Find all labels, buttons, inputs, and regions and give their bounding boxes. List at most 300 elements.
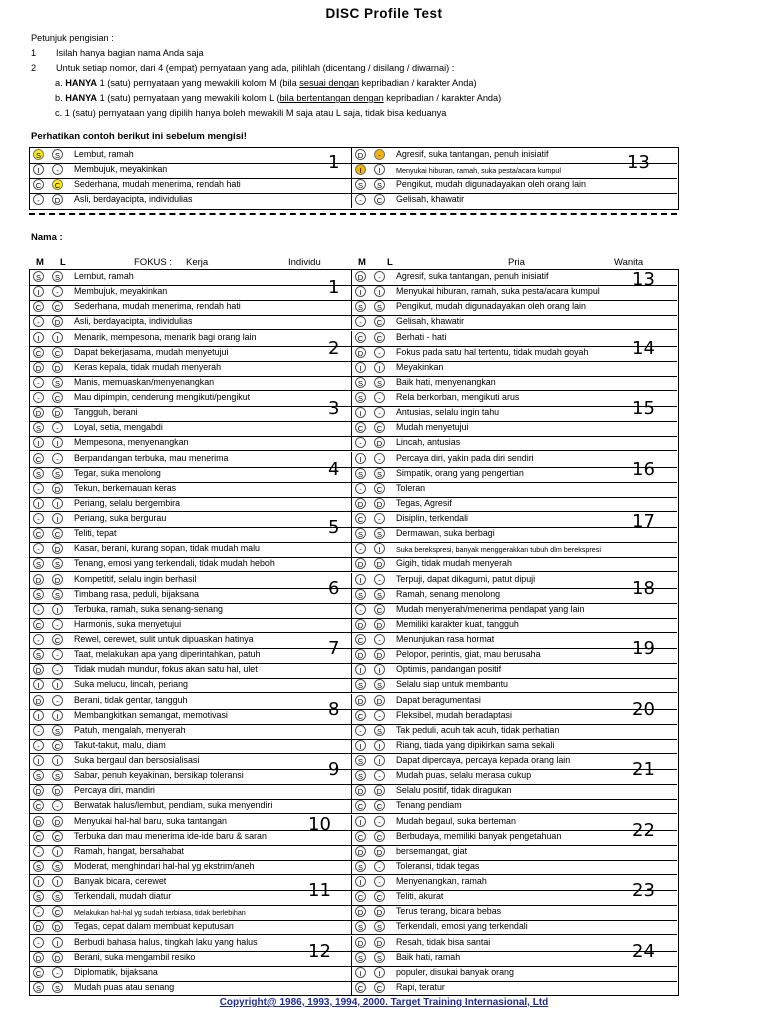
l-option[interactable]: S (52, 725, 63, 736)
statement-text: Takut-takut, malu, diam (74, 740, 166, 750)
m-option[interactable]: S (355, 952, 366, 963)
l-option[interactable]: - (374, 392, 385, 403)
m-option[interactable]: S (33, 770, 44, 781)
l-option[interactable]: S (374, 301, 385, 312)
statement-row (30, 346, 351, 362)
l-option[interactable]: C (52, 528, 63, 539)
l-option[interactable]: I (374, 362, 385, 373)
l-option[interactable]: D (52, 194, 63, 205)
l-option[interactable]: C (374, 982, 385, 993)
statement-text: Mudah puas atau senang (74, 982, 175, 992)
l-option[interactable]: I (374, 755, 385, 766)
l-option[interactable]: D (52, 816, 63, 827)
l-option[interactable]: C (374, 194, 385, 205)
m-option[interactable]: C (355, 982, 366, 993)
header-wanita: Wanita (614, 257, 644, 268)
m-option[interactable]: S (33, 891, 44, 902)
l-option[interactable]: - (374, 347, 385, 358)
l-option[interactable]: C (52, 831, 63, 842)
l-option[interactable]: D (52, 543, 63, 554)
header-m-right: M (358, 257, 366, 268)
statement-row (30, 467, 351, 483)
m-option[interactable]: S (355, 179, 366, 190)
question-block (352, 270, 677, 330)
l-option[interactable]: - (374, 453, 385, 464)
m-option[interactable]: S (33, 982, 44, 993)
l-option[interactable]: S (374, 589, 385, 600)
statement-text: Fleksibel, mudah beradaptasi (396, 710, 512, 720)
statement-row (352, 406, 677, 422)
statement-text: Manis, memuaskan/menyenangkan (74, 377, 215, 387)
m-option[interactable]: D (33, 921, 44, 932)
m-option[interactable]: I (355, 453, 366, 464)
m-option[interactable]: I (355, 967, 366, 978)
statement-row (352, 694, 677, 710)
m-option[interactable]: - (33, 392, 44, 403)
m-option[interactable]: S (33, 149, 44, 160)
m-option[interactable]: D (355, 695, 366, 706)
m-option[interactable]: S (355, 468, 366, 479)
statement-row (352, 542, 677, 558)
l-option[interactable]: C (374, 831, 385, 842)
sub-under: bila bertentangan dengan (279, 93, 384, 103)
statement-row (30, 406, 351, 422)
m-option[interactable]: D (33, 407, 44, 418)
m-option[interactable]: - (355, 725, 366, 736)
l-option[interactable]: - (374, 513, 385, 524)
m-option[interactable]: S (355, 377, 366, 388)
l-option[interactable]: C (52, 906, 63, 917)
statement-text: Tekun, berkemauan keras (74, 483, 177, 493)
m-option[interactable]: D (355, 619, 366, 630)
header-l-right: L (387, 257, 393, 268)
statement-text: Suka bergaul dan bersosialisasi (74, 755, 200, 765)
l-option[interactable]: D (374, 695, 385, 706)
m-option[interactable]: S (33, 649, 44, 660)
m-option[interactable]: S (355, 921, 366, 932)
instruction-sub-a (31, 76, 731, 91)
l-option[interactable]: S (52, 982, 63, 993)
statement-text: Dapat dipercaya, percaya kepada orang lain (396, 755, 571, 765)
l-option[interactable]: - (52, 967, 63, 978)
l-option[interactable]: D (52, 407, 63, 418)
l-option[interactable]: D (52, 952, 63, 963)
statement-text: Menyukai hal-hal baru, suka tantangan (74, 816, 227, 826)
m-option[interactable]: I (355, 664, 366, 675)
statement-text: Terkendali, mudah diatur (74, 891, 172, 901)
l-option[interactable]: I (374, 740, 385, 751)
statement-row (30, 830, 351, 846)
l-option[interactable]: C (52, 301, 63, 312)
l-option[interactable]: D (52, 921, 63, 932)
m-option[interactable]: I (33, 286, 44, 297)
statement-text: Mau dipimpin, cenderung mengikuti/pengikut (74, 392, 251, 402)
m-option[interactable]: D (355, 271, 366, 282)
l-option[interactable]: - (374, 710, 385, 721)
statement-row (352, 633, 677, 649)
l-option[interactable]: - (374, 271, 385, 282)
l-option[interactable]: C (52, 634, 63, 645)
l-option[interactable]: S (52, 558, 63, 569)
l-option[interactable]: D (374, 498, 385, 509)
statement-text: Kompetitif, selalu ingin berhasil (74, 574, 197, 584)
disc-table (29, 269, 679, 996)
sub-prefix: b. (55, 93, 66, 103)
statement-text: Agresif, suka tantangan, penuh inisiatif (396, 271, 549, 281)
m-option[interactable]: C (33, 619, 44, 630)
m-option[interactable]: S (355, 861, 366, 872)
statement-text: Taat, melakukan apa yang diperintahkan, patuh (74, 649, 261, 659)
m-option[interactable]: S (33, 558, 44, 569)
m-option[interactable]: D (355, 347, 366, 358)
m-option[interactable]: D (355, 846, 366, 857)
m-option[interactable]: S (33, 861, 44, 872)
l-option[interactable]: I (374, 164, 385, 175)
question-number: 21 (632, 759, 655, 780)
l-option[interactable]: - (52, 619, 63, 630)
l-option[interactable]: I (52, 846, 63, 857)
l-option[interactable]: D (52, 785, 63, 796)
l-option[interactable]: - (52, 164, 63, 175)
m-option[interactable]: S (33, 422, 44, 433)
l-option[interactable]: C (52, 179, 63, 190)
m-option[interactable]: I (33, 332, 44, 343)
statement-text: Berani, suka mengambil resiko (74, 952, 196, 962)
m-option[interactable]: - (33, 740, 44, 751)
l-option[interactable]: S (52, 149, 63, 160)
m-option[interactable]: I (33, 876, 44, 887)
statement-text: populer, disukai banyak orang (396, 967, 514, 977)
statement-text: Ramah, senang menolong (396, 589, 501, 599)
m-option[interactable]: S (355, 392, 366, 403)
statement-text: Keras kepala, tidak mudah menyerah (74, 362, 222, 372)
statement-text: Teliti, akurat (396, 891, 444, 901)
m-option[interactable]: D (355, 906, 366, 917)
question-block (352, 148, 677, 208)
statement-row (30, 497, 351, 512)
m-option[interactable]: D (355, 785, 366, 796)
question-number: 4 (328, 459, 340, 480)
l-option[interactable]: S (374, 528, 385, 539)
m-option[interactable]: - (355, 543, 366, 554)
m-option[interactable]: - (33, 634, 44, 645)
l-option[interactable]: - (374, 149, 385, 160)
m-option[interactable]: C (33, 301, 44, 312)
m-option[interactable]: I (355, 740, 366, 751)
statement-text: Loyal, setia, mengabdi (74, 422, 163, 432)
m-option[interactable]: I (355, 407, 366, 418)
l-option[interactable]: - (52, 649, 63, 660)
l-option[interactable]: S (52, 271, 63, 282)
l-option[interactable]: I (52, 332, 63, 343)
m-option[interactable]: D (355, 498, 366, 509)
m-option[interactable]: C (33, 528, 44, 539)
l-option[interactable]: S (52, 468, 63, 479)
instruction-sub-b (31, 91, 731, 106)
m-option[interactable]: S (33, 468, 44, 479)
m-option[interactable]: D (355, 558, 366, 569)
statement-text: Tenang pendiam (396, 800, 462, 810)
statement-text: Berani, tidak gentar, tangguh (74, 695, 188, 705)
l-option[interactable]: D (374, 785, 385, 796)
m-option[interactable]: C (355, 422, 366, 433)
m-option[interactable]: D (33, 952, 44, 963)
l-option[interactable]: C (374, 332, 385, 343)
m-option[interactable]: - (33, 513, 44, 524)
m-option[interactable]: I (33, 679, 44, 690)
m-option[interactable]: S (355, 755, 366, 766)
l-option[interactable]: D (374, 649, 385, 660)
statement-row (352, 799, 677, 814)
statement-row (30, 148, 351, 164)
m-option[interactable]: - (355, 316, 366, 327)
m-option[interactable]: S (355, 589, 366, 600)
statement-text: Banyak bicara, cerewet (74, 876, 167, 886)
statement-text: Gigih, tidak mudah menyerah (396, 558, 512, 568)
statement-row (30, 603, 351, 619)
m-option[interactable]: D (33, 816, 44, 827)
m-option[interactable]: I (33, 755, 44, 766)
statement-row (30, 163, 351, 179)
l-option[interactable]: C (52, 392, 63, 403)
m-option[interactable]: D (355, 937, 366, 948)
statement-row (30, 875, 351, 891)
statement-row (30, 694, 351, 710)
instruction-text: Isilah hanya bagian nama Anda saja (56, 48, 204, 58)
l-option[interactable]: - (374, 407, 385, 418)
m-option[interactable]: C (355, 800, 366, 811)
l-option[interactable]: - (374, 861, 385, 872)
l-option[interactable]: C (374, 604, 385, 615)
l-option[interactable]: - (374, 816, 385, 827)
m-option[interactable]: - (33, 543, 44, 554)
l-option[interactable]: - (374, 634, 385, 645)
l-option[interactable]: C (374, 891, 385, 902)
m-option[interactable]: C (33, 831, 44, 842)
question-number: 1 (328, 152, 340, 173)
sub-bold: HANYA (65, 78, 98, 88)
statement-text: Melakukan hal-hal yg sudah terbiasa, tidak berlebihan (74, 908, 246, 917)
m-option[interactable]: C (355, 332, 366, 343)
statement-text: Rewel, cerewet, sulit untuk dipuaskan hatinya (74, 634, 254, 644)
sub-prefix: a. (55, 78, 66, 88)
statement-row (352, 981, 677, 996)
statement-row (352, 300, 677, 316)
l-option[interactable]: I (374, 967, 385, 978)
question-number: 17 (632, 511, 655, 532)
l-option[interactable]: - (52, 453, 63, 464)
m-option[interactable]: - (355, 483, 366, 494)
m-option[interactable]: - (355, 437, 366, 448)
m-option[interactable]: D (355, 149, 366, 160)
m-option[interactable]: I (33, 498, 44, 509)
l-option[interactable]: C (374, 800, 385, 811)
l-option[interactable]: C (374, 483, 385, 494)
l-option[interactable]: S (374, 468, 385, 479)
m-option[interactable]: I (33, 710, 44, 721)
statement-text: Pengikut, mudah digunadayakan oleh orang lain (396, 179, 586, 189)
l-option[interactable]: S (374, 952, 385, 963)
l-option[interactable]: I (374, 286, 385, 297)
l-option[interactable]: I (52, 755, 63, 766)
m-option[interactable]: I (355, 876, 366, 887)
statement-row (30, 754, 351, 770)
l-option[interactable]: - (374, 876, 385, 887)
instruction-item-2 (31, 61, 731, 76)
statement-text: Terkendali, emosi yang terkendali (396, 921, 528, 931)
m-option[interactable]: - (33, 377, 44, 388)
statement-row (352, 920, 677, 935)
m-option[interactable]: I (355, 574, 366, 585)
question-number: 24 (632, 941, 655, 962)
l-option[interactable]: S (52, 589, 63, 600)
l-option[interactable]: I (52, 679, 63, 690)
l-option[interactable]: D (52, 574, 63, 585)
l-option[interactable]: I (374, 543, 385, 554)
m-option[interactable]: I (355, 286, 366, 297)
statement-row (352, 618, 677, 633)
l-option[interactable]: C (374, 422, 385, 433)
m-option[interactable]: - (355, 604, 366, 615)
l-option[interactable]: D (52, 362, 63, 373)
m-option[interactable]: - (33, 846, 44, 857)
m-option[interactable]: - (33, 483, 44, 494)
l-option[interactable]: D (52, 483, 63, 494)
m-option[interactable]: I (355, 164, 366, 175)
m-option[interactable]: I (355, 816, 366, 827)
m-option[interactable]: S (355, 770, 366, 781)
m-option[interactable]: C (355, 891, 366, 902)
l-option[interactable]: I (52, 710, 63, 721)
m-option[interactable]: - (33, 604, 44, 615)
l-option[interactable]: I (52, 498, 63, 509)
l-option[interactable]: S (374, 679, 385, 690)
statement-text: Teliti, tepat (74, 528, 117, 538)
l-option[interactable]: I (52, 513, 63, 524)
question-number: 7 (328, 638, 340, 659)
l-option[interactable]: S (374, 921, 385, 932)
m-option[interactable]: - (33, 906, 44, 917)
statement-text: Terpuji, dapat dikagumi, patut dipuji (396, 574, 536, 584)
l-option[interactable]: I (52, 604, 63, 615)
m-option[interactable]: S (355, 679, 366, 690)
l-option[interactable]: - (52, 800, 63, 811)
l-option[interactable]: D (374, 437, 385, 448)
statement-row (30, 512, 351, 528)
l-option[interactable]: S (52, 891, 63, 902)
m-option[interactable]: C (355, 634, 366, 645)
l-option[interactable]: D (52, 316, 63, 327)
m-option[interactable]: D (33, 695, 44, 706)
m-option[interactable]: - (33, 194, 44, 205)
statement-text: Berbudi bahasa halus, tingkah laku yang halus (74, 937, 258, 947)
l-option[interactable]: C (52, 347, 63, 358)
m-option[interactable]: - (355, 194, 366, 205)
statement-text: Berbudaya, memiliki banyak pengetahuan (396, 831, 562, 841)
l-option[interactable]: I (52, 437, 63, 448)
m-option[interactable]: C (33, 967, 44, 978)
l-option[interactable]: D (374, 558, 385, 569)
statement-row (352, 178, 677, 194)
l-option[interactable]: D (374, 937, 385, 948)
l-option[interactable]: S (52, 770, 63, 781)
statement-text: Antusias, selalu ingin tahu (396, 407, 500, 417)
statement-text: Resah, tidak bisa santai (396, 937, 491, 947)
l-option[interactable]: - (374, 770, 385, 781)
m-option[interactable]: S (355, 528, 366, 539)
l-option[interactable]: I (52, 937, 63, 948)
l-option[interactable]: D (374, 846, 385, 857)
l-option[interactable]: C (52, 740, 63, 751)
question-number: 13 (632, 269, 655, 290)
l-option[interactable]: D (374, 619, 385, 630)
m-option[interactable]: C (355, 831, 366, 842)
l-option[interactable]: S (374, 725, 385, 736)
m-option[interactable]: - (33, 725, 44, 736)
l-option[interactable]: - (52, 286, 63, 297)
m-option[interactable]: C (33, 800, 44, 811)
m-option[interactable]: C (33, 179, 44, 190)
question-block (30, 331, 352, 391)
statement-row (30, 845, 351, 861)
question-block (30, 270, 352, 330)
l-option[interactable]: - (52, 422, 63, 433)
statement-text: Berwatak halus/lembut, pendiam, suka menyendiri (74, 800, 273, 810)
l-option[interactable]: C (374, 316, 385, 327)
statement-text: Menunjukan rasa hormat (396, 634, 495, 644)
statement-row (352, 739, 677, 754)
m-option[interactable]: S (33, 271, 44, 282)
l-option[interactable]: D (374, 906, 385, 917)
l-option[interactable]: S (374, 377, 385, 388)
m-option[interactable]: I (33, 437, 44, 448)
m-option[interactable]: C (355, 710, 366, 721)
m-option[interactable]: I (355, 362, 366, 373)
l-option[interactable]: S (52, 377, 63, 388)
m-option[interactable]: D (33, 785, 44, 796)
question-number: 19 (632, 638, 655, 659)
l-option[interactable]: - (52, 664, 63, 675)
statement-row (352, 603, 677, 619)
statement-text: Tegas, Agresif (396, 498, 452, 508)
l-option[interactable]: I (52, 876, 63, 887)
statement-row (352, 769, 677, 785)
statement-row (30, 573, 351, 589)
m-option[interactable]: D (33, 664, 44, 675)
m-option[interactable]: C (355, 513, 366, 524)
l-option[interactable]: I (374, 664, 385, 675)
m-option[interactable]: C (33, 347, 44, 358)
m-option[interactable]: D (355, 649, 366, 660)
m-option[interactable]: D (33, 574, 44, 585)
statement-text: Memiliki karakter kuat, tangguh (396, 619, 519, 629)
m-option[interactable]: I (33, 164, 44, 175)
m-option[interactable]: - (33, 316, 44, 327)
m-option[interactable]: D (33, 362, 44, 373)
l-option[interactable]: - (52, 695, 63, 706)
l-option[interactable]: - (374, 574, 385, 585)
statement-text: Selalu positif, tidak diragukan (396, 785, 512, 795)
m-option[interactable]: - (33, 937, 44, 948)
l-option[interactable]: S (52, 861, 63, 872)
l-option[interactable]: S (374, 179, 385, 190)
m-option[interactable]: C (33, 453, 44, 464)
statement-row (352, 875, 677, 891)
question-block (352, 815, 677, 875)
m-option[interactable]: S (355, 301, 366, 312)
m-option[interactable]: S (33, 589, 44, 600)
question-number: 18 (632, 578, 655, 599)
